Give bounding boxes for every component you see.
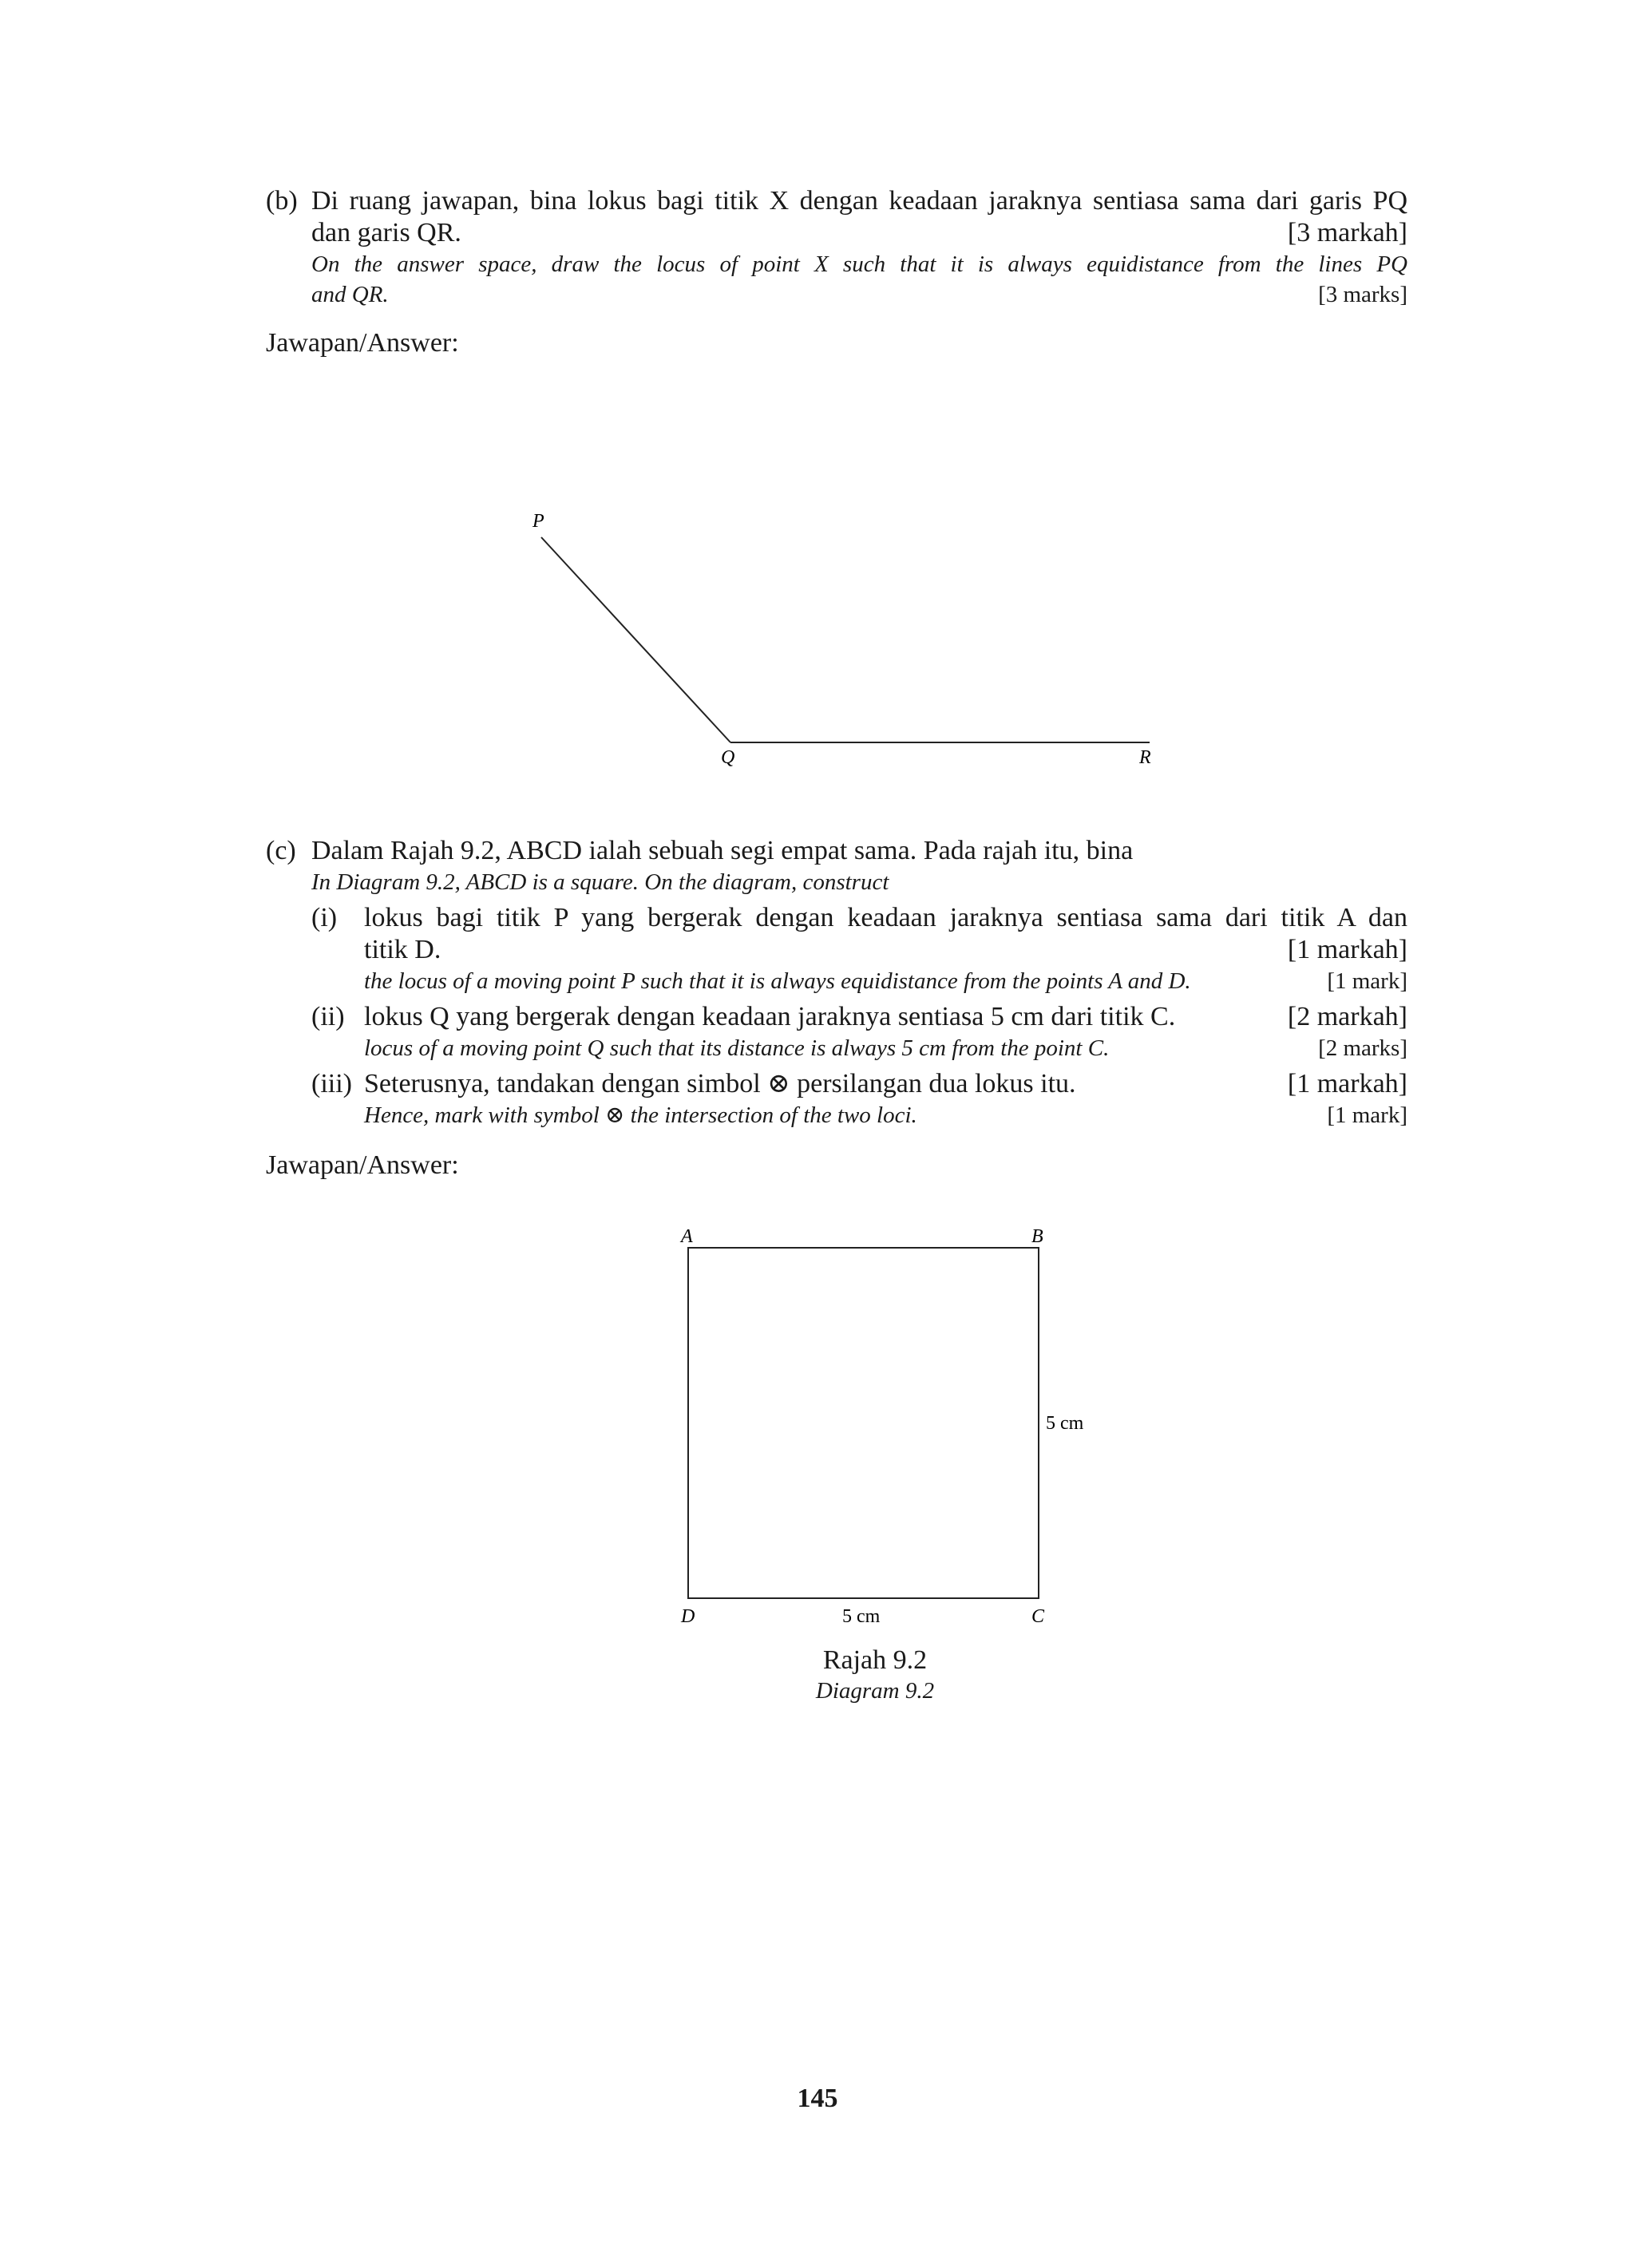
question-b-translation-line1: On the answer space, draw the locus of point X such that it is always equidistance from the lines PQ (311, 251, 1407, 277)
item-i-marks-ms: [1 markah] (1287, 935, 1407, 964)
item-i-marks-en: [1 mark] (1327, 968, 1407, 994)
item-ii-marks-en: [2 marks] (1318, 1035, 1407, 1061)
item-ii-label: (ii) (311, 1002, 345, 1031)
square-abcd (688, 1248, 1039, 1598)
question-b-translation-line2: and QR. (311, 282, 389, 307)
page-number: 145 (797, 2084, 838, 2113)
question-c-label: (c) (266, 836, 296, 865)
label-side-bottom: 5 cm (842, 1606, 881, 1627)
item-i-text-line1: lokus bagi titik P yang bergerak dengan keadaan jaraknya sentiasa sama dari titik A dan (364, 903, 1407, 932)
item-i-translation: the locus of a moving point P such that it is always equidistance from the points A and D. (364, 968, 1191, 994)
item-iii-marks-ms: [1 markah] (1287, 1069, 1407, 1098)
line-pq (541, 537, 730, 742)
question-b-label: (b) (266, 186, 298, 216)
label-side-right: 5 cm (1046, 1413, 1084, 1434)
question-b-marks-ms: [3 markah] (1287, 218, 1407, 247)
label-d: D (681, 1606, 695, 1627)
label-q: Q (721, 747, 735, 768)
label-b: B (1031, 1226, 1043, 1247)
label-r: R (1139, 747, 1151, 768)
question-c-intro-en: In Diagram 9.2, ABCD is a square. On the diagram, construct (311, 869, 889, 895)
item-iii-translation: Hence, mark with symbol ⊗ the intersection of the two loci. (364, 1102, 917, 1128)
item-iii-marks-en: [1 mark] (1327, 1102, 1407, 1128)
label-c: C (1031, 1606, 1045, 1627)
answer-label-c: Jawapan/Answer: (266, 1150, 459, 1180)
question-c-intro-ms: Dalam Rajah 9.2, ABCD ialah sebuah segi empat sama. Pada rajah itu, bina (311, 836, 1134, 865)
question-b-text-line1: Di ruang jawapan, bina lokus bagi titik X dengan keadaan jaraknya sentiasa sama dari garis PQ (311, 186, 1407, 216)
item-iii-text: Seterusnya, tandakan dengan simbol ⊗ persilangan dua lokus itu. (364, 1069, 1076, 1098)
diagram-caption-ms: Rajah 9.2 (822, 1645, 928, 1675)
answer-label-b: Jawapan/Answer: (266, 328, 459, 358)
item-ii-translation: locus of a moving point Q such that its distance is always 5 cm from the point C. (364, 1035, 1110, 1061)
question-c (266, 835, 1407, 1130)
question-b-marks-en: [3 marks] (1318, 282, 1407, 307)
diagram-caption-en: Diagram 9.2 (815, 1678, 935, 1704)
item-i-label: (i) (311, 903, 338, 932)
label-p: P (532, 511, 544, 532)
item-i-text-line2: titik D. (364, 935, 441, 964)
item-ii-marks-ms: [2 markah] (1287, 1002, 1407, 1031)
question-b-text-line2: dan garis QR. (311, 218, 461, 247)
label-a: A (681, 1226, 693, 1247)
item-iii-label: (iii) (311, 1069, 352, 1098)
item-ii-text: lokus Q yang bergerak dengan keadaan jaraknya sentiasa 5 cm dari titik C. (364, 1002, 1176, 1031)
